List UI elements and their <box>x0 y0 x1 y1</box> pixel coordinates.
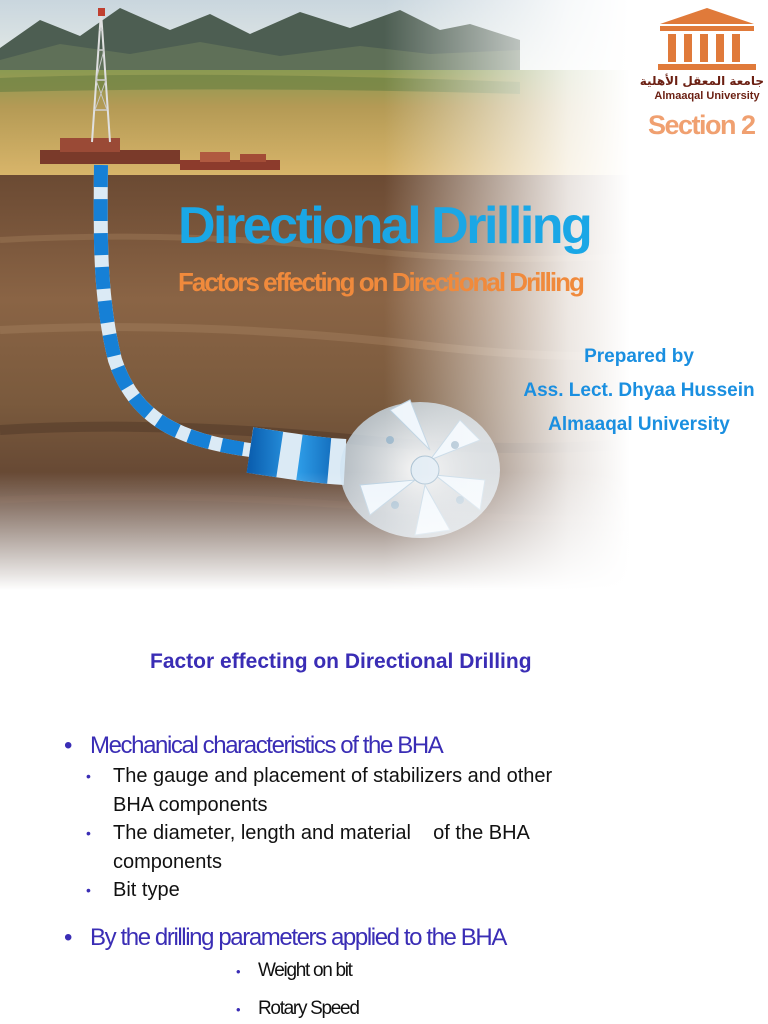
bullet-level2 <box>86 876 583 905</box>
section-label: Section 2 <box>648 110 755 140</box>
bullet-level3 <box>236 960 352 982</box>
content-slide <box>0 590 768 1024</box>
bullet-text: The gauge and placement of stabilizers and other BHA components <box>113 765 553 816</box>
bullet-level3 <box>236 998 359 1020</box>
bullet-level1 <box>64 732 442 760</box>
bullet-dot-icon: • <box>86 882 91 898</box>
bullet-level1 <box>64 924 506 952</box>
author-name: Ass. Lect. Dhyaa Hussein <box>523 380 755 401</box>
prepared-by-block <box>510 340 768 442</box>
cover-title: Directional Drilling <box>178 197 591 255</box>
bullet-text: By the drilling parameters applied to the BHA <box>90 924 506 951</box>
bullet-dot-icon: • <box>64 924 72 951</box>
prepared-by-label: Prepared by <box>584 346 694 367</box>
bullet-dot-icon: • <box>86 768 91 784</box>
bullet-dot-icon: • <box>86 825 91 841</box>
bullet-text: Mechanical characteristics of the BHA <box>90 732 443 759</box>
author-affiliation: Almaaqal University <box>548 414 730 435</box>
bullet-dot-icon: • <box>236 964 241 979</box>
logo-english-name: Almaaqal University <box>654 90 760 102</box>
slide-title: Factor effecting on Directional Drilling <box>150 650 532 673</box>
bullet-text: Weight on bit <box>258 960 352 981</box>
bullet-dot-icon: • <box>236 1002 241 1017</box>
bullet-text: Rotary Speed <box>258 998 359 1019</box>
bullet-level2 <box>86 762 583 820</box>
bullet-level2 <box>86 819 583 877</box>
logo-arabic-name: جامعة المعقل الأهلية <box>639 74 764 88</box>
cover-subtitle: Factors effecting on Directional Drilling <box>178 267 583 297</box>
bullet-dot-icon: • <box>64 732 72 759</box>
bullet-text: Bit type <box>113 879 180 901</box>
bullet-text: The diameter, length and material of the BHA components <box>113 822 535 873</box>
